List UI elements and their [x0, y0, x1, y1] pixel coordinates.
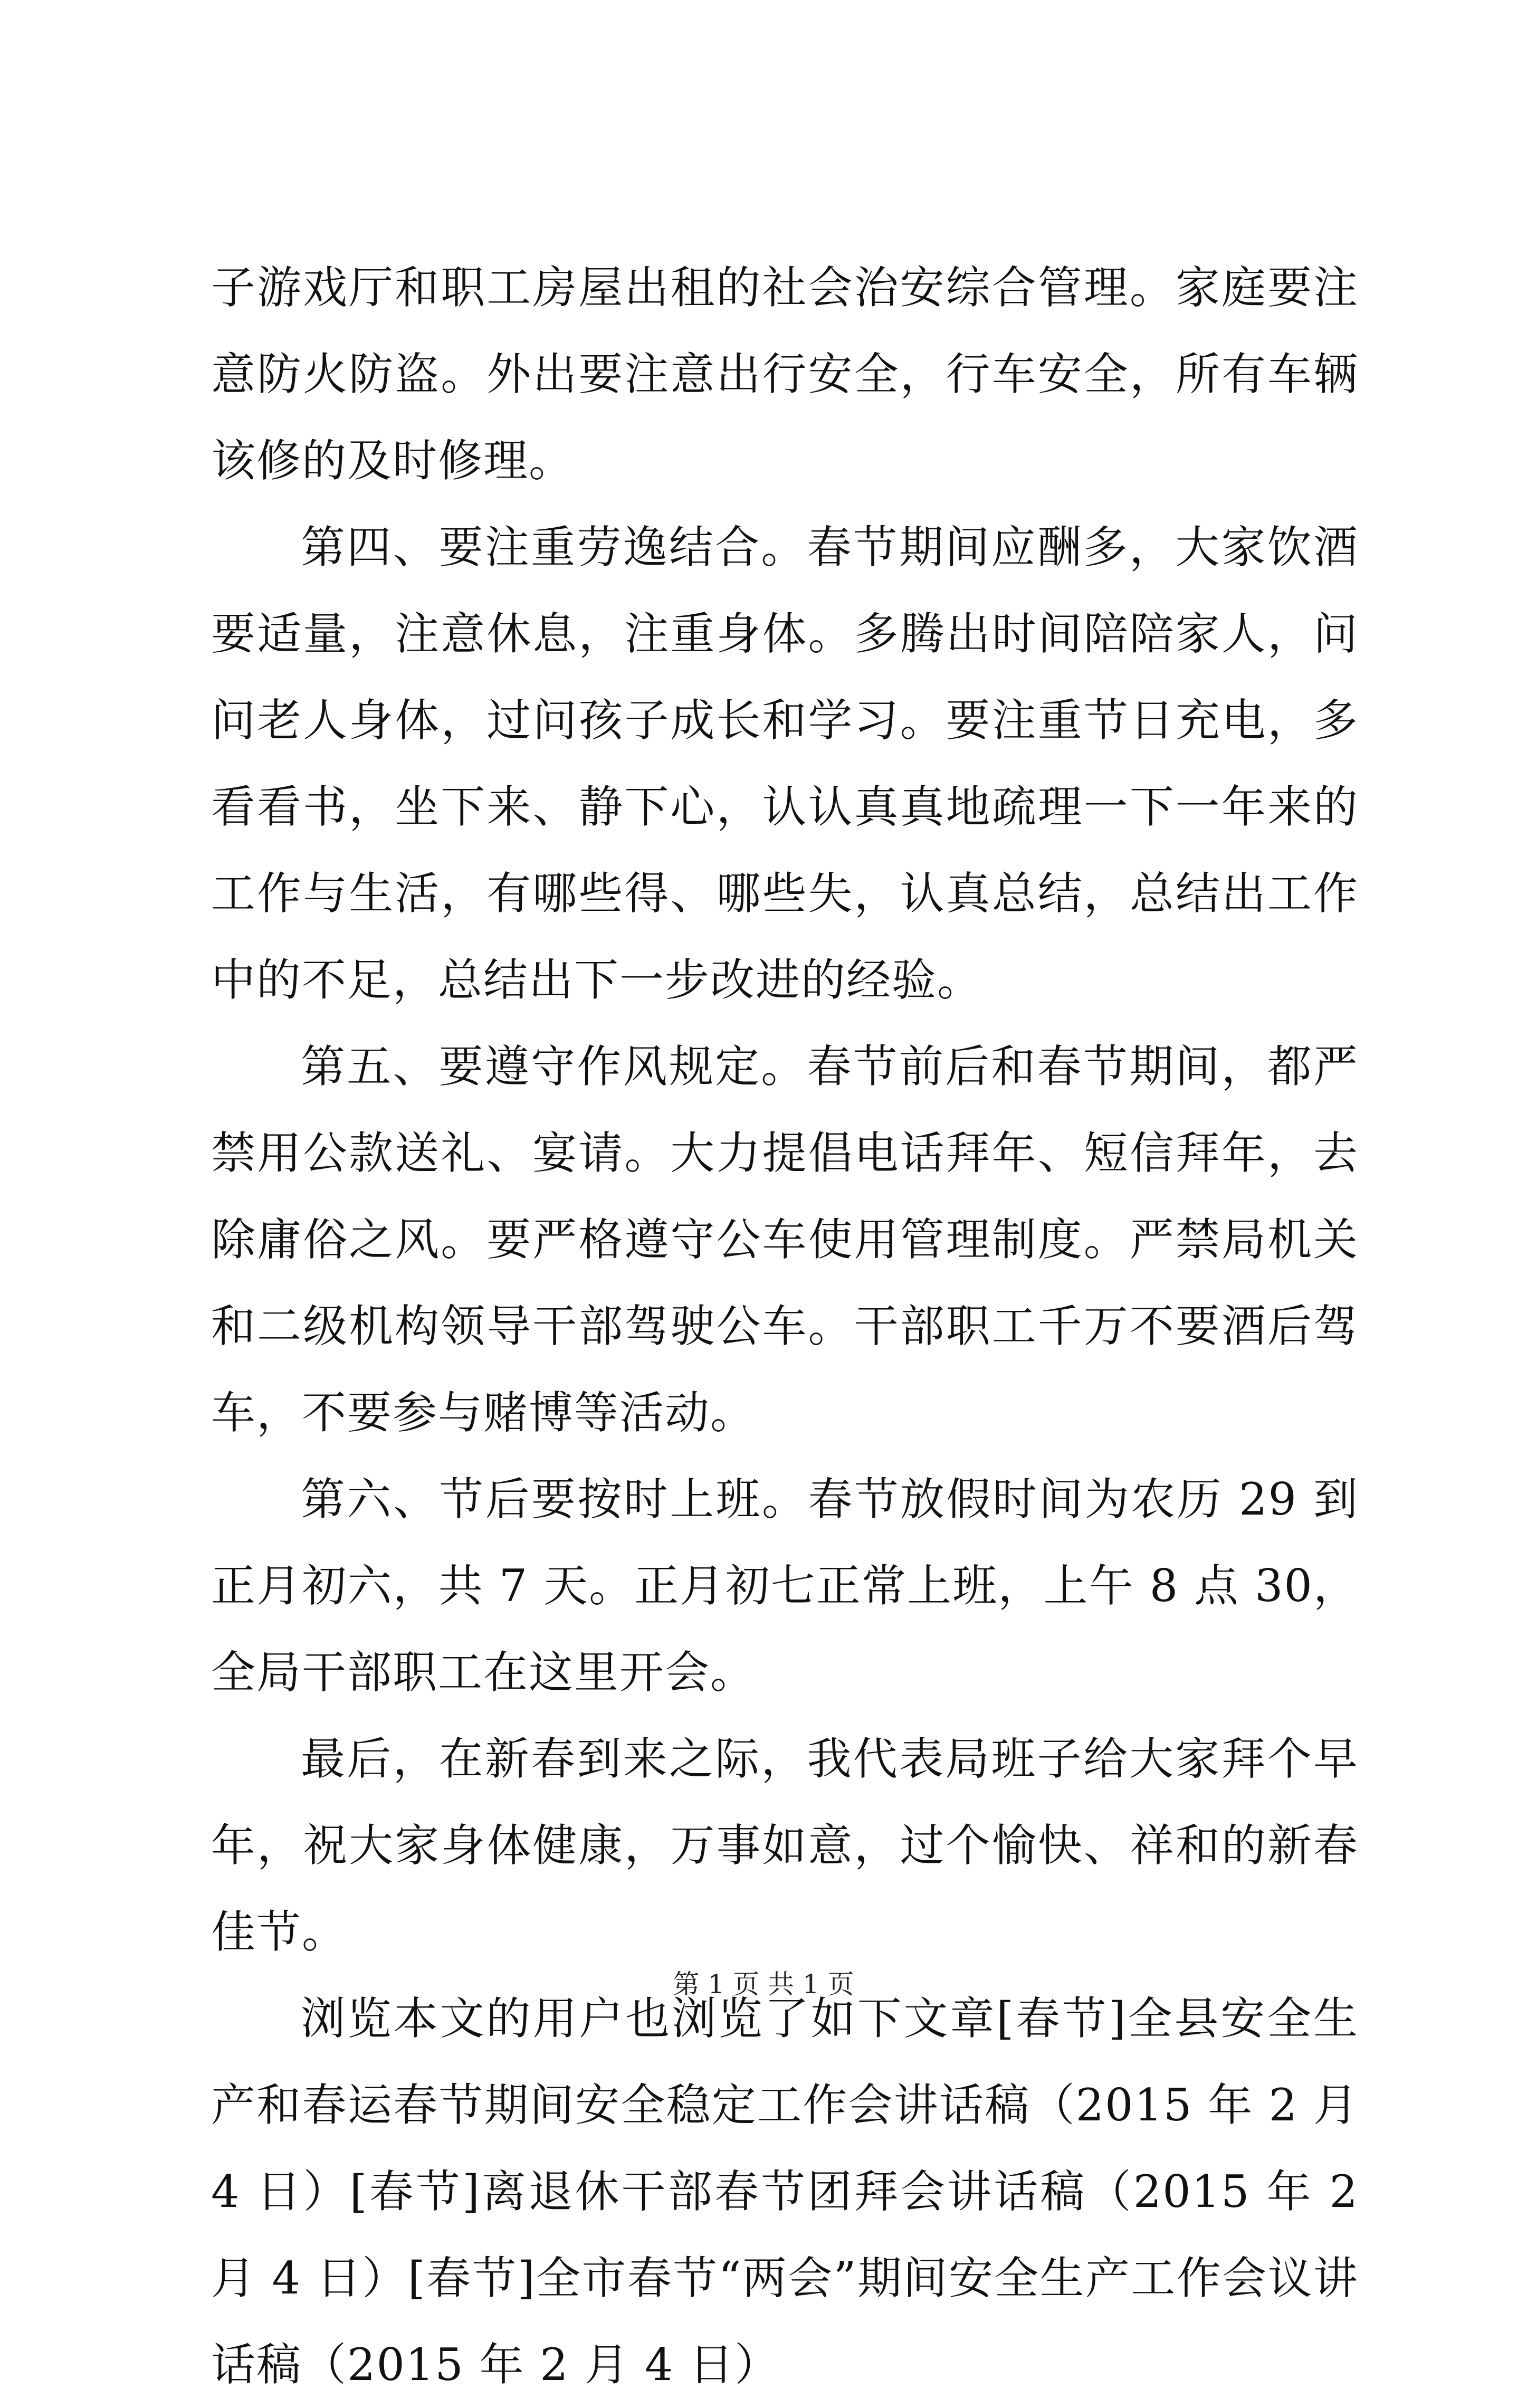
paragraph-2: 第五、要遵守作风规定。春节前后和春节期间，都严禁用公款送礼、宴请。大力提倡电话拜年、短信拜年，去除庸俗之风。要严格遵守公车使用管理制度。严禁局机关和二级机构领导干部驾驶公车。干部职工千万不要酒后驾车，不要参与赌博等活动。 [211, 1041, 1359, 1439]
paragraph-3: 第六、节后要按时上班。春节放假时间为农历 29 到正月初六，共 7 天。正月初七正常上班，上午 8 点 30，全局干部职工在这里开会。 [211, 1473, 1359, 1698]
related-articles-paragraph: 浏览本文的用户也浏览了如下文章[春节]全县安全生产和春运春节期间安全稳定工作会讲话稿（2015 年 2 月 4 日）[春节]离退休干部春节团拜会讲话稿（2015 年 2 月 4 日）[春节]全市春节“两会”期间安全生产工作会议讲话稿（2015 年 2 月 4 日） [211, 1993, 1359, 2391]
page-number-footer: 第 1 页 共 1 页 [673, 1969, 854, 2000]
paragraph-0: 子游戏厅和职工房屋出租的社会治安综合管理。家庭要注意防火防盗。外出要注意出行安全，行车安全，所有车辆该修的及时修理。 [211, 262, 1359, 487]
paragraph-1: 第四、要注重劳逸结合。春节期间应酬多，大家饮酒要适量，注意休息，注重身体。多腾出时间陪陪家人，问问老人身体，过问孩子成长和学习。要注重节日充电，多看看书，坐下来、静下心，认认真真地疏理一下一年来的工作与生活，有哪些得、哪些失，认真总结，总结出工作中的不足，总结出下一步改进的经验。 [211, 521, 1359, 1006]
paragraph-4: 最后，在新春到来之际，我代表局班子给大家拜个早年，祝大家身体健康，万事如意，过个愉快、祥和的新春佳节。 [211, 1733, 1359, 1958]
document-body [211, 244, 1359, 2408]
